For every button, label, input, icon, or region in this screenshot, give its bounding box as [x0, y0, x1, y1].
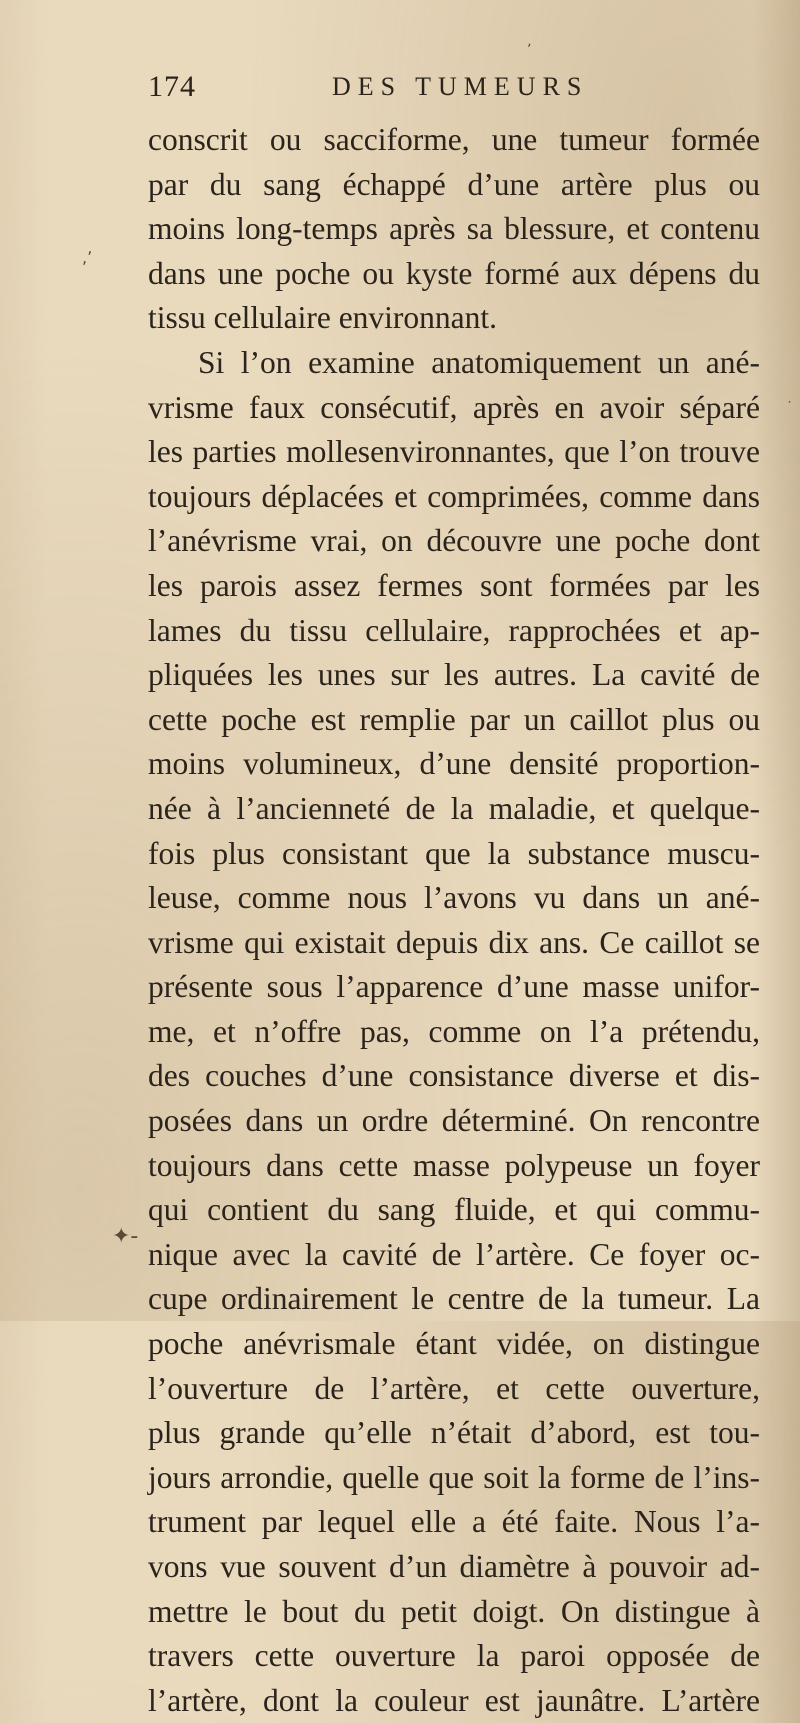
text-line: l’artère, dont la couleur est jaunâtre. L’artère — [148, 1682, 760, 1718]
text-line: l’anévrisme vrai, on découvre une poche dont — [148, 523, 760, 559]
text-line: moins volumineux, d’une densité proportion- — [148, 746, 760, 782]
margin-mark: ✦- — [112, 1224, 139, 1249]
text-line: par du sang échappé d’une artère plus ou — [148, 166, 760, 202]
text-line: pliquées les unes sur les autres. La cavité de — [148, 657, 760, 693]
margin-mark: ,ʼ — [82, 248, 93, 267]
margin-mark: ˙ — [786, 400, 793, 416]
text-line: des couches d’une consistance diverse et dis- — [148, 1058, 760, 1094]
text-line: posées dans un ordre déterminé. On rencontre — [148, 1103, 760, 1139]
text-line: toujours dans cette masse polypeuse un foyer — [148, 1147, 760, 1183]
text-line: moins long-temps après sa blessure, et contenu — [148, 211, 760, 247]
text-line: plus grande qu’elle n’était d’abord, est tou- — [148, 1415, 760, 1451]
text-line: née à l’ancienneté de la maladie, et quelque- — [148, 790, 760, 826]
text-line: vrisme qui existait depuis dix ans. Ce caillot se — [148, 924, 760, 960]
text-line: présente sous l’apparence d’une masse unifor- — [148, 969, 760, 1005]
text-line: leuse, comme nous l’avons vu dans un ané- — [148, 880, 760, 916]
text-line: poche anévrismale étant vidée, on distingue — [148, 1326, 760, 1362]
text-line: mettre le bout du petit doigt. On distingue à — [148, 1593, 760, 1629]
text-line: tissu cellulaire environnant. — [148, 300, 498, 336]
margin-mark: ʼ — [527, 42, 532, 58]
running-head — [148, 70, 788, 110]
text-line: trument par lequel elle a été faite. Nous l’a- — [148, 1504, 760, 1540]
text-line: cette poche est remplie par un caillot plus ou — [148, 701, 760, 737]
text-line: lames du tissu cellulaire, rapprochées et ap- — [148, 612, 760, 648]
text-line: les parties mollesenvironnantes, que l’on trouve — [148, 434, 760, 470]
text-line: travers cette ouverture la paroi opposée de — [148, 1638, 760, 1674]
text-line: fois plus consistant que la substance muscu- — [148, 835, 760, 871]
text-line: les parois assez fermes sont formées par les — [148, 567, 760, 603]
text-line: me, et n’offre pas, comme on l’a prétendu, — [148, 1013, 760, 1049]
text-line: vrisme faux consécutif, après en avoir séparé — [148, 389, 760, 425]
text-line: toujours déplacées et comprimées, comme dans — [148, 478, 760, 514]
text-line: cupe ordinairement le centre de la tumeur. La — [148, 1281, 760, 1317]
text-line: dans une poche ou kyste formé aux dépens du — [148, 255, 760, 291]
text-line: Si l’on examine anatomiquement un ané- — [198, 344, 760, 380]
text-line: conscrit ou sacciforme, une tumeur formée — [148, 122, 760, 157]
page-number: 174 — [148, 70, 196, 103]
body-text — [148, 118, 760, 1723]
running-title: DES TUMEURS — [332, 72, 589, 101]
text-line: jours arrondie, quelle que soit la forme de l’ins- — [148, 1459, 760, 1495]
text-line: vons vue souvent d’un diamètre à pouvoir ad- — [148, 1549, 760, 1584]
text-line: qui contient du sang fluide, et qui commu- — [148, 1192, 760, 1228]
text-line: l’ouverture de l’artère, et cette ouverture, — [148, 1370, 760, 1406]
text-line: nique avec la cavité de l’artère. Ce foyer oc- — [148, 1236, 760, 1272]
